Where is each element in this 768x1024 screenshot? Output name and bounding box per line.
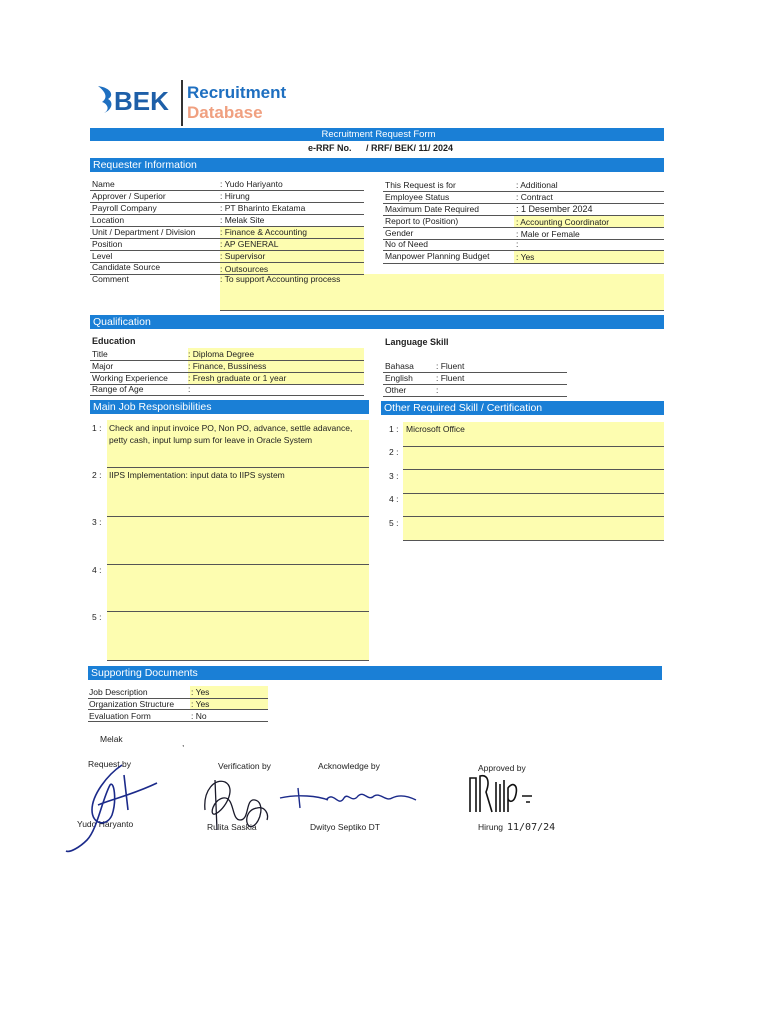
row-line — [403, 516, 664, 517]
bek-logo-icon — [94, 84, 116, 114]
approved-by-label: Approved by — [478, 763, 526, 773]
responsibilities-header: Main Job Responsibilities — [90, 400, 369, 414]
gender-label: Gender — [385, 228, 414, 238]
request-for-value: : Additional — [516, 180, 558, 190]
max-date-value: : 1 Desember 2024 — [516, 204, 593, 214]
highlight-other-skills — [403, 422, 664, 540]
resp-5-num: 5 : — [92, 612, 102, 622]
row-line — [383, 384, 567, 385]
signature-comma: , — [182, 738, 185, 748]
row-line — [90, 395, 364, 396]
name-value: : Yudo Hariyanto — [220, 179, 283, 189]
acknowledger-name: Dwityo Septiko DT — [310, 822, 380, 832]
logo-divider — [181, 80, 183, 126]
other-skills-header: Other Required Skill / Certification — [381, 401, 664, 415]
source-label: Candidate Source — [92, 262, 161, 272]
resp-1-line1: Check and input invoice PO, Non PO, advance, settle adavance, — [109, 423, 353, 433]
evaluation-form-value: : No — [191, 711, 207, 721]
report-to-value: : Accounting Coordinator — [516, 217, 610, 227]
job-description-label: Job Description — [89, 687, 148, 697]
other-lang-value: : — [436, 385, 439, 395]
skill-3-num: 3 : — [389, 471, 399, 481]
requested-by-label: Request by — [88, 759, 131, 769]
resp-1-num: 1 : — [92, 423, 102, 433]
highlight-responsibilities — [107, 420, 369, 660]
evaluation-form-label: Evaluation Form — [89, 711, 151, 721]
rrf-value: / RRF/ BEK/ 11/ 2024 — [366, 143, 454, 153]
row-line — [403, 446, 664, 447]
skill-2-num: 2 : — [389, 447, 399, 457]
comment-value: : To support Accounting process — [220, 274, 341, 284]
requester-name: Yudo Haryanto — [77, 819, 134, 829]
skill-4-num: 4 : — [389, 494, 399, 504]
row-line — [383, 227, 664, 228]
max-date-label: Maximum Date Required — [385, 204, 480, 214]
logo-brand: BEK — [114, 86, 169, 116]
budget-label: Manpower Planning Budget — [385, 251, 490, 261]
qualification-header: Qualification — [90, 315, 664, 329]
requester-signature-icon — [62, 755, 162, 855]
skill-5-num: 5 : — [389, 518, 399, 528]
row-line — [403, 540, 664, 541]
approver-name: Hirung — [478, 822, 504, 832]
row-line — [107, 516, 369, 517]
position-label: Position — [92, 239, 123, 249]
no-of-need-value: : — [516, 239, 519, 249]
major-label: Major — [92, 361, 114, 371]
form-title: Recruitment Request Form — [90, 128, 664, 141]
row-line — [107, 660, 369, 661]
signature-place: Melak — [100, 734, 123, 744]
approval-date: 11/07/24 — [507, 822, 556, 833]
education-title: Education — [92, 336, 136, 346]
no-of-need-label: No of Need — [385, 239, 428, 249]
skill-1-value: Microsoft Office — [406, 424, 465, 434]
experience-label: Working Experience — [92, 373, 168, 383]
resp-3-num: 3 : — [92, 517, 102, 527]
resp-4-num: 4 : — [92, 565, 102, 575]
supporting-header: Supporting Documents — [88, 666, 662, 680]
row-line — [107, 564, 369, 565]
rrf-label: e-RRF No. — [308, 143, 352, 153]
location-label: Location — [92, 215, 125, 225]
row-line — [107, 611, 369, 612]
employee-status-value: : Contract — [516, 192, 553, 202]
name-label: Name — [92, 179, 115, 189]
bahasa-label: Bahasa — [385, 361, 414, 371]
source-value: : Outsources — [220, 264, 269, 274]
payroll-value: : PT Bharinto Ekatama — [220, 203, 306, 213]
level-label: Level — [92, 251, 113, 261]
age-label: Range of Age — [92, 384, 144, 394]
verifier-signature-icon — [195, 770, 275, 836]
logo-title-line2: Database — [187, 103, 263, 122]
acknowledger-signature-icon — [278, 782, 418, 812]
job-description-value: : Yes — [191, 687, 210, 697]
edu-title-value: : Diploma Degree — [188, 349, 255, 359]
resp-2-num: 2 : — [92, 470, 102, 480]
english-value: : Fluent — [436, 373, 465, 383]
location-value: : Melak Site — [220, 215, 265, 225]
level-value: : Supervisor — [220, 251, 266, 261]
payroll-label: Payroll Company — [92, 203, 157, 213]
resp-2-line1: IIPS Implementation: input data to IIPS system — [109, 470, 285, 480]
requester-header: Requester Information — [90, 158, 664, 172]
gender-value: : Male or Female — [516, 229, 580, 239]
row-line — [383, 263, 664, 264]
comment-label: Comment — [92, 274, 129, 284]
position-value: : AP GENERAL — [220, 239, 279, 249]
budget-value: : Yes — [516, 252, 535, 262]
approver-label: Approver / Superior — [92, 191, 166, 201]
row-line — [403, 493, 664, 494]
verifier-name: Rulita Saskia — [207, 822, 257, 832]
bahasa-value: : Fluent — [436, 361, 465, 371]
other-lang-label: Other — [385, 385, 407, 395]
report-to-label: Report to (Position) — [385, 216, 459, 226]
row-line — [88, 709, 268, 710]
logo-title-line1: Recruitment — [187, 83, 287, 102]
approver-signature-icon — [466, 772, 541, 818]
major-value: : Finance, Bussiness — [188, 361, 267, 371]
org-structure-value: : Yes — [191, 699, 210, 709]
skill-1-num: 1 : — [389, 424, 399, 434]
row-line — [107, 467, 369, 468]
row-line — [220, 310, 664, 311]
experience-value: : Fresh graduate or 1 year — [188, 373, 287, 383]
english-label: English — [385, 373, 413, 383]
acknowledge-by-label: Acknowledge by — [318, 761, 380, 771]
row-line — [383, 396, 567, 397]
employee-status-label: Employee Status — [385, 192, 450, 202]
division-label: Unit / Department / Division — [92, 227, 196, 237]
age-value: : — [188, 384, 191, 394]
verification-by-label: Verification by — [218, 761, 271, 771]
language-title: Language Skill — [385, 337, 449, 347]
division-value: : Finance & Accounting — [220, 227, 307, 237]
row-line — [88, 721, 268, 722]
approver-value: : Hirung — [220, 191, 250, 201]
edu-title-label: Title — [92, 349, 108, 359]
highlight-budget — [514, 251, 664, 263]
resp-1-line2: petty cash, input lump sum for leave in Oracle System — [109, 435, 313, 445]
org-structure-label: Organization Structure — [89, 699, 175, 709]
request-for-label: This Request is for — [385, 180, 456, 190]
row-line — [403, 469, 664, 470]
